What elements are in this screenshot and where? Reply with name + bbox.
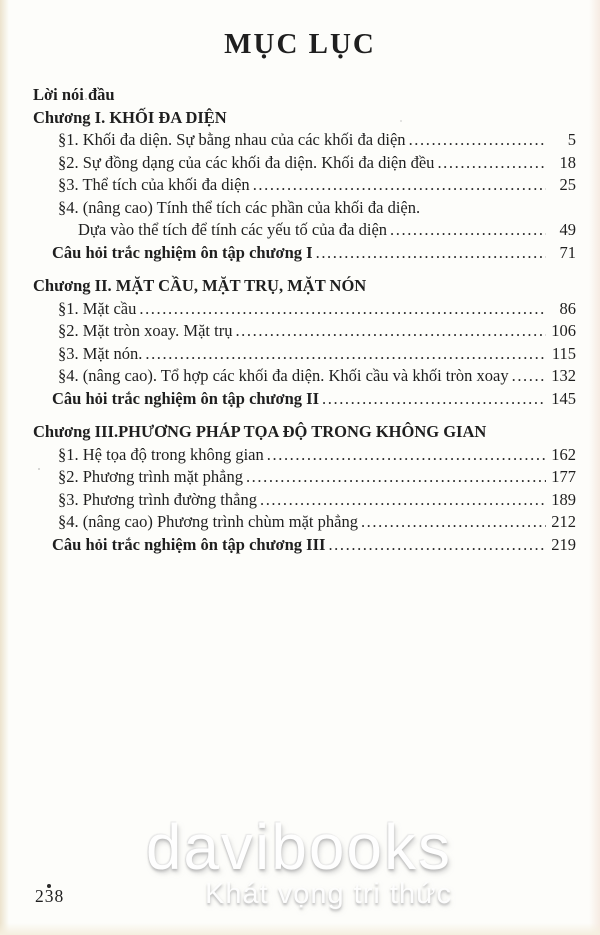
toc-entry-label: §4. (nâng cao). Tổ hợp các khối đa diện. Khối cầu và khối tròn xoay bbox=[58, 366, 509, 385]
dot-leader bbox=[235, 320, 546, 343]
watermark-brand: davibooks bbox=[145, 811, 452, 883]
toc-entry bbox=[58, 511, 576, 534]
toc-entry-page: 49 bbox=[559, 220, 576, 239]
toc-entry-label: §4. (nâng cao) Phương trình chùm mặt phẳng bbox=[58, 512, 358, 531]
chapter-heading: Chương I. KHỐI ĐA DIỆN bbox=[33, 107, 227, 127]
toc-entry-label: §2. Mặt tròn xoay. Mặt trụ bbox=[58, 321, 233, 340]
folio-page-number: 238 bbox=[35, 886, 65, 906]
toc-entry bbox=[58, 298, 576, 321]
dot-leader bbox=[322, 388, 546, 411]
toc-entry-page: 18 bbox=[559, 152, 576, 172]
toc-entry bbox=[52, 534, 576, 557]
toc-entry-label: Câu hỏi trắc nghiệm ôn tập chương III bbox=[52, 534, 326, 554]
toc-preface: Lời nói đầu bbox=[33, 85, 115, 104]
dot-leader bbox=[246, 466, 546, 489]
toc-entry bbox=[58, 365, 576, 388]
scan-edge-bottom bbox=[0, 923, 600, 935]
dot-leader bbox=[437, 152, 546, 175]
dot-leader bbox=[361, 511, 546, 534]
chapter-heading: Chương III.PHƯƠNG PHÁP TỌA ĐỘ TRONG KHÔNG GIAN bbox=[33, 422, 487, 441]
toc-entry-page: 177 bbox=[551, 467, 576, 486]
toc-list bbox=[33, 107, 576, 557]
dot-leader bbox=[253, 174, 546, 197]
toc-entry bbox=[58, 489, 576, 512]
toc-entry-label: §3. Phương trình đường thẳng bbox=[58, 489, 257, 509]
scan-speck bbox=[85, 98, 87, 100]
toc-entry bbox=[58, 444, 576, 467]
dot-leader bbox=[260, 489, 546, 512]
toc-entry-page: 145 bbox=[551, 388, 576, 408]
toc-entry bbox=[58, 343, 576, 366]
chapter-heading: Chương II. MẶT CẦU, MẶT TRỤ, MẶT NÓN bbox=[33, 276, 367, 295]
toc-entry bbox=[78, 219, 576, 242]
toc-entry-page: 25 bbox=[559, 175, 576, 194]
toc-entry-page: 86 bbox=[559, 298, 576, 318]
watermark-tagline: Khát vọng tri thức bbox=[205, 878, 452, 910]
toc-entry bbox=[58, 152, 576, 175]
toc-entry-label: §3. Thể tích của khối đa diện bbox=[58, 175, 250, 194]
toc-entry-page: 106 bbox=[551, 321, 576, 340]
toc-entry-label: §1. Khối đa diện. Sự bằng nhau của các khối đa diện bbox=[58, 130, 406, 149]
page-title: MỤC LỤC bbox=[224, 28, 376, 60]
table-of-contents bbox=[0, 84, 600, 556]
toc-entry-page: 132 bbox=[551, 366, 576, 385]
toc-entry bbox=[58, 129, 576, 152]
toc-entry bbox=[58, 320, 576, 343]
toc-entry-label: §2. Sự đồng dạng của các khối đa diện. Khối đa diện đều bbox=[58, 152, 435, 172]
toc-entry-label: §2. Phương trình mặt phẳng bbox=[58, 467, 243, 486]
dot-leader bbox=[267, 444, 546, 467]
dot-leader bbox=[390, 219, 546, 242]
scan-edge-left bbox=[0, 0, 9, 935]
toc-entry bbox=[58, 197, 576, 220]
toc-entry-label: §1. Mặt cầu bbox=[58, 298, 137, 318]
scan-speck bbox=[38, 468, 40, 470]
scan-speck bbox=[400, 120, 402, 122]
dot-leader bbox=[316, 242, 546, 265]
dot-leader bbox=[512, 365, 546, 388]
toc-entry-label: §3. Mặt nón. bbox=[58, 343, 143, 363]
toc-entry-page: 212 bbox=[551, 512, 576, 531]
toc-entry-page: 189 bbox=[551, 489, 576, 509]
toc-entry bbox=[52, 388, 576, 411]
toc-entry-label: Câu hỏi trắc nghiệm ôn tập chương II bbox=[52, 388, 320, 408]
toc-entry bbox=[58, 466, 576, 489]
scan-edge-right bbox=[589, 0, 600, 935]
dot-leader bbox=[139, 298, 546, 321]
toc-entry-page: 162 bbox=[551, 444, 576, 464]
toc-entry-label: §4. (nâng cao) Tính thể tích các phần của khối đa diện. bbox=[58, 197, 421, 217]
toc-entry-page: 115 bbox=[551, 343, 576, 363]
dot-leader bbox=[145, 343, 546, 366]
toc-entry-page: 71 bbox=[559, 242, 576, 262]
toc-entry-label: §1. Hệ tọa độ trong không gian bbox=[58, 444, 264, 464]
toc-entry-label: Câu hỏi trắc nghiệm ôn tập chương I bbox=[52, 242, 313, 262]
toc-entry-page: 219 bbox=[551, 534, 576, 554]
dot-leader bbox=[409, 129, 546, 152]
toc-entry-page: 5 bbox=[567, 130, 576, 149]
toc-entry bbox=[58, 174, 576, 197]
toc-entry bbox=[52, 242, 576, 265]
toc-entry-label: Dựa vào thể tích để tính các yếu tố của đa diện bbox=[78, 220, 388, 239]
dot-leader bbox=[328, 534, 546, 557]
watermark bbox=[0, 811, 452, 910]
